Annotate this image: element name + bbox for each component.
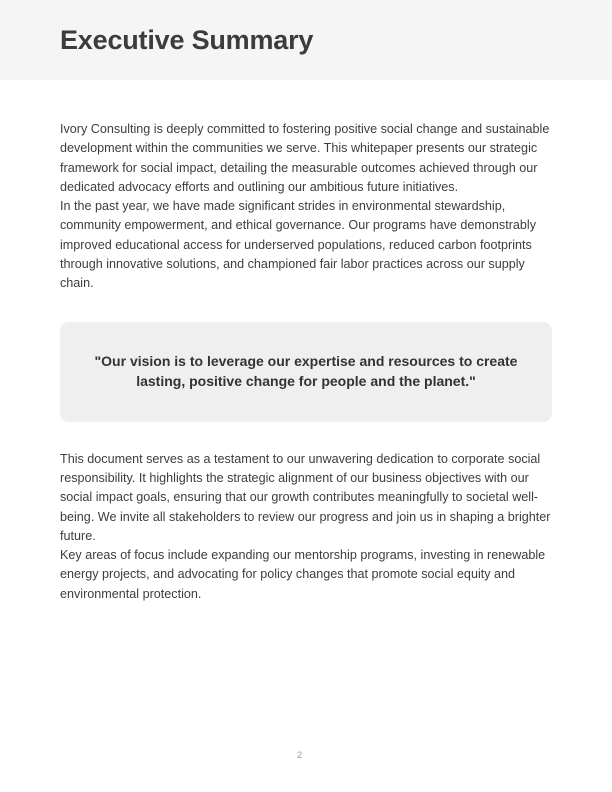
document-content <box>60 120 552 604</box>
page-header-band <box>0 0 612 80</box>
closing-paragraph-group <box>60 450 552 604</box>
pull-quote-box <box>60 322 552 422</box>
intro-paragraph-group <box>60 120 552 294</box>
paragraph-2: In the past year, we have made significant strides in environmental stewardship, community empowerment, and ethical governance. Our programs have demonstrably improved educational access for underserved populations, reduced carbon footprints through innovative solutions, and championed fair labor practices across our supply chain. <box>60 199 536 291</box>
paragraph-1: Ivory Consulting is deeply committed to fostering positive social change and sustainable development within the communities we serve. This whitepaper presents our strategic framework for social impact, detailing the measurable outcomes achieved through our dedicated advocacy efforts and outlining our ambitious future initiatives. <box>60 122 550 194</box>
pull-quote-text: "Our vision is to leverage our expertise and resources to create lasting, positive change for people and the planet." <box>94 353 518 389</box>
page-title: Executive Summary <box>60 25 314 55</box>
paragraph-3: This document serves as a testament to our unwavering dedication to corporate social responsibility. It highlights the strategic alignment of our business objectives with our social impact goals, ensuring that our growth contributes meaningfully to societal well-being. We invite all stakeholders to review our progress and join us in shaping a brighter future. <box>60 451 551 543</box>
page-number: 2 <box>296 750 303 761</box>
paragraph-4: Key areas of focus include expanding our mentorship programs, investing in renewable energy projects, and advocating for policy changes that promote social equity and environmental protection. <box>60 548 546 601</box>
